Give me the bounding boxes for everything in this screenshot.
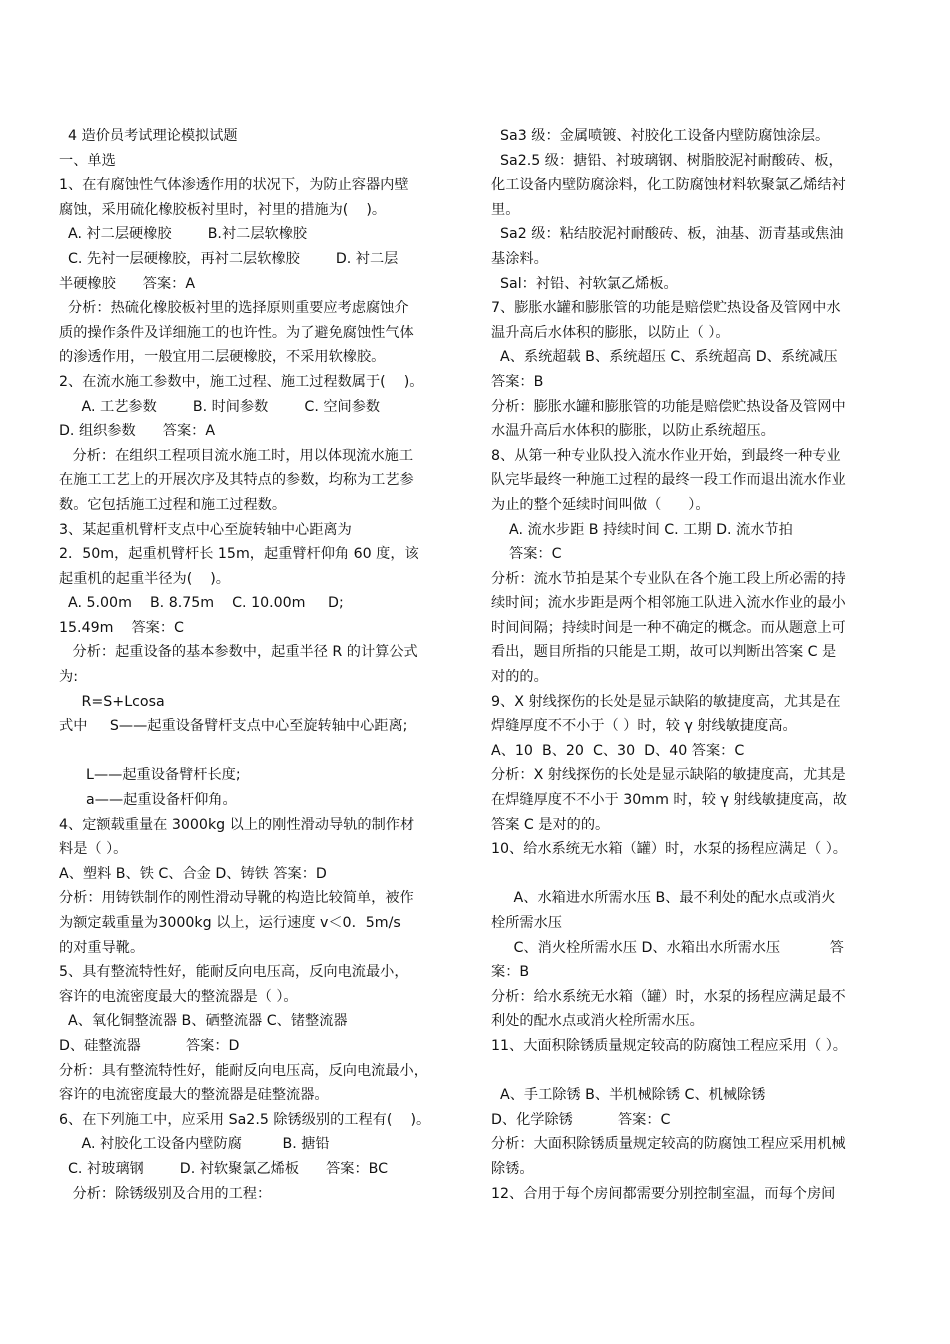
left-column [59, 124, 469, 1206]
text-line: 分析：具有整流特性好，能耐反向电压高，反向电流最小， [59, 1062, 428, 1079]
text-line: 化工设备内壁防腐涂料，化工防腐蚀材料软聚氯乙烯结衬 [491, 177, 846, 194]
text-line: 续时间；流水步距是两个相邻施工队进入流水作业的最小 [491, 595, 846, 612]
text-line: 看出，题目所指的只能是工期，故可以判断出答案 C 是 [491, 644, 837, 661]
text-line: 9、X 射线探伤的长处是显示缺陷的敏捷度高，尤其是在 [491, 693, 841, 710]
text-line: L——起重设备臂杆长度; [59, 767, 241, 784]
text-line: A、塑料 B、铁 C、合金 D、铸铁 答案：D [59, 865, 327, 882]
text-line: 焊缝厚度不不小于（ ）时，较 γ 射线敏捷度高。 [491, 718, 797, 735]
text-line: A. 工艺参数 B. 时间参数 C. 空间参数 [59, 398, 381, 415]
text-line [491, 862, 901, 887]
text-line: A、氧化铜整流器 B、硒整流器 C、锗整流器 [59, 1013, 348, 1030]
text-line: 的渗透作用，一般宜用二层硬橡胶，不采用软橡胶。 [59, 349, 386, 366]
text-line: A. 衬二层硬橡胶 B.衬二层软橡胶 [59, 226, 308, 243]
text-line: 答案：C [491, 546, 562, 563]
text-line: 水温升高后水体积的膨胀，以防止系统超压。 [491, 423, 775, 440]
text-line: 质的操作条件及详细施工的也许性。为了避免腐蚀性气体 [59, 324, 414, 341]
text-line: 的对重导靴。 [59, 939, 145, 956]
text-line: 料是（ ）。 [59, 841, 128, 858]
text-line: 10、给水系统无水箱（罐）时，水泵的扬程应满足（ ）。 [491, 841, 847, 858]
text-line: 11、大面积除锈质量规定较高的防腐蚀工程应采用（ ）。 [491, 1037, 847, 1054]
text-line: 半硬橡胶 答案：A [59, 275, 196, 292]
text-line: 腐蚀，采用硫化橡胶板衬里时，衬里的措施为( )。 [59, 201, 387, 218]
text-line: 温升高后水体积的膨胀，以防止（ ）。 [491, 324, 730, 341]
text-line: 时间间隔；持续时间是一种不确定的概念。而从题意上可 [491, 619, 846, 636]
text-line: 数。它包括施工过程和施工过程数。 [59, 496, 287, 513]
text-line: 答案 C 是对的的。 [491, 816, 610, 833]
text-line: 为止的整个延续时间叫做（ ）。 [491, 496, 710, 513]
text-line: A、10 B、20 C、30 D、40 答案：C [491, 742, 745, 759]
text-line: A. 衬胶化工设备内壁防腐 B. 搪铅 [59, 1136, 330, 1153]
text-line: D、化学除锈 答案：C [491, 1111, 671, 1128]
text-line: 分析：大面积除锈质量规定较高的防腐蚀工程应采用机械 [491, 1136, 846, 1153]
text-line: 在焊缝厚度不不小于 30mm 时，较 γ 射线敏捷度高，故 [491, 792, 847, 809]
text-line: Sa2 级：粘结胶泥衬耐酸砖、板，油基、沥青基或焦油 [491, 226, 844, 243]
text-line: 15.49m 答案：C [59, 619, 184, 636]
text-line: C. 衬玻璃钢 D. 衬软聚氯乙烯板 答案：BC [59, 1160, 389, 1177]
text-line: A、水箱进水所需水压 B、最不利处的配水点或消火 [491, 890, 836, 907]
text-line: 对的的。 [491, 669, 548, 686]
text-line: 分析：在组织工程项目流水施工时，用以体现流水施工 [59, 447, 414, 464]
text-line: 起重机的起重半径为( )。 [59, 570, 230, 587]
text-line: A. 5.00m B. 8.75m C. 10.00m D; [59, 595, 344, 612]
right-column [491, 124, 901, 1206]
text-line: 分析：给水系统无水箱（罐）时，水泵的扬程应满足最不 [491, 988, 846, 1005]
text-line: 一、单选 [59, 152, 116, 169]
text-line: 式中 S——起重设备臂杆支点中心至旋转轴中心距离; [59, 718, 408, 735]
text-line: A. 流水步距 B 持续时间 C. 工期 D. 流水节拍 [491, 521, 793, 538]
text-line: 基涂料。 [491, 250, 548, 267]
text-line: 栓所需水压 [491, 915, 562, 931]
text-line: 8、从第一种专业队投入流水作业开始，到最终一种专业 [491, 447, 841, 464]
text-line: 2．50m，起重机臂杆长 15m，起重臂杆仰角 60 度，该 [59, 546, 419, 563]
text-line: 队完毕最终一种施工过程的最终一段工作而退出流水作业 [491, 472, 846, 489]
text-line: 分析：用铸铁制作的刚性滑动导靴的构造比较简单，被作 [59, 890, 414, 907]
text-line: Sa3 级：金属喷镀、衬胶化工设备内壁防腐蚀涂层。 [491, 128, 830, 144]
text-line [59, 739, 469, 764]
text-line: 分析：除锈级别及合用的工程： [59, 1185, 272, 1202]
text-line: D、硅整流器 答案：D [59, 1037, 240, 1054]
text-line: D. 组织参数 答案：A [59, 423, 216, 440]
text-line [491, 1059, 901, 1084]
text-line: 为: [59, 669, 78, 686]
text-line: 案：B [491, 964, 530, 981]
text-line: 分析：流水节拍是某个专业队在各个施工段上所必需的持 [491, 570, 846, 587]
text-line: 4、定额载重量在 3000kg 以上的刚性滑动导轨的制作材 [59, 816, 415, 833]
text-line: A、手工除锈 B、半机械除锈 C、机械除锈 [491, 1087, 766, 1104]
text-line: R=S+Lcosa [59, 693, 165, 710]
text-line: 分析：热硫化橡胶板衬里的选择原则重要应考虑腐蚀介 [59, 300, 409, 317]
text-line: C. 先衬一层硬橡胶，再衬二层软橡胶 D. 衬二层 [59, 250, 399, 267]
text-line: 7、膨胀水罐和膨胀管的功能是赔偿贮热设备及管网中水 [491, 300, 841, 317]
text-line: 分析：起重设备的基本参数中，起重半径 R 的计算公式 [59, 644, 418, 661]
text-line: 里。 [491, 201, 520, 218]
text-line: 5、具有整流特性好，能耐反向电压高，反向电流最小， [59, 964, 409, 981]
text-line: 2、在流水施工参数中，施工过程、施工过程数属于( )。 [59, 373, 424, 390]
text-line: 分析：X 射线探伤的长处是显示缺陷的敏捷度高，尤其是 [491, 767, 846, 784]
text-line: 1、在有腐蚀性气体渗透作用的状况下，为防止容器内壁 [59, 177, 409, 194]
text-line: 容许的电流密度最大的整流器是硅整流器。 [59, 1087, 329, 1104]
text-line: 容许的电流密度最大的整流器是（ ）。 [59, 988, 298, 1005]
text-line: 在施工工艺上的开展次序及其特点的参数，均称为工艺参 [59, 472, 414, 489]
text-line: C、消火栓所需水压 D、水箱出水所需水压 答 [491, 939, 844, 956]
text-line: 分析：膨胀水罐和膨胀管的功能是赔偿贮热设备及管网中 [491, 398, 846, 415]
text-line: 除锈。 [491, 1160, 534, 1177]
text-line: 答案：B [491, 373, 544, 390]
text-line: 6、在下列施工中，应采用 Sa2.5 除锈级别的工程有( )。 [59, 1111, 431, 1128]
text-line: 3、某起重机臂杆支点中心至旋转轴中心距离为 [59, 521, 352, 538]
text-line: Sa2.5 级：搪铅、衬玻璃钢、树脂胶泥衬耐酸砖、板， [491, 152, 843, 169]
text-line: A、系统超载 B、系统超压 C、系统超高 D、系统减压 [491, 349, 838, 366]
text-line: Sal：衬铅、衬软氯乙烯板。 [491, 275, 678, 292]
text-line: 利处的配水点或消火栓所需水压。 [491, 1013, 704, 1030]
text-line: 4 造价员考试理论模拟试题 [59, 128, 238, 144]
text-line: a——起重设备杆仰角。 [59, 792, 237, 809]
text-line: 12、合用于每个房间都需要分别控制室温，而每个房间 [491, 1185, 836, 1202]
text-line: 为额定载重量为3000kg 以上，运行速度 v＜0．5m/s [59, 915, 401, 931]
